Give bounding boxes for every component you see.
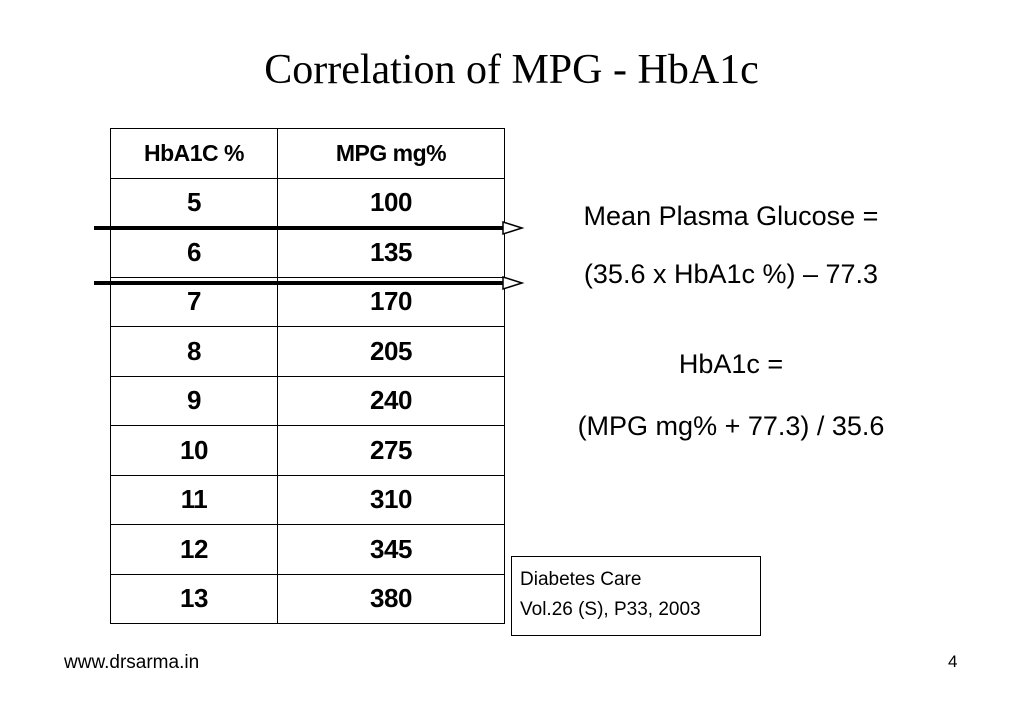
mpg-cell: 345 <box>278 525 505 575</box>
table-row <box>111 574 505 624</box>
slide-title: Correlation of MPG - HbA1c <box>264 47 759 93</box>
table-row <box>111 327 505 377</box>
table-row <box>111 426 505 476</box>
mpg-cell: 240 <box>278 376 505 426</box>
mpg-cell: 205 <box>278 327 505 377</box>
mpg-cell: 100 <box>278 178 505 228</box>
footer-url: www.drsarma.in <box>64 652 200 673</box>
mpg-formula-label: Mean Plasma Glucose = <box>583 201 879 231</box>
hba1c-cell: 6 <box>111 228 278 278</box>
column-header-hba1c: HbA1C % <box>111 129 278 179</box>
table-row <box>111 475 505 525</box>
hba1c-cell: 8 <box>111 327 278 377</box>
mpg-formula-expression: (35.6 x HbA1c %) – 77.3 <box>583 259 879 289</box>
table-row <box>111 525 505 575</box>
hba1c-cell: 7 <box>111 277 278 327</box>
hba1c-cell: 9 <box>111 376 278 426</box>
reference-journal: Diabetes Care <box>520 569 642 590</box>
page-number: 4 <box>948 652 958 671</box>
table-row <box>111 376 505 426</box>
mpg-cell: 170 <box>278 277 505 327</box>
hba1c-cell: 13 <box>111 574 278 624</box>
mpg-cell: 310 <box>278 475 505 525</box>
table-header-row <box>111 129 505 179</box>
table-row <box>111 228 505 278</box>
column-header-mpg: MPG mg% <box>278 129 505 179</box>
hba1c-mpg-table <box>110 128 505 624</box>
mpg-cell: 275 <box>278 426 505 476</box>
hba1c-cell: 5 <box>111 178 278 228</box>
table-row <box>111 277 505 327</box>
mpg-cell: 380 <box>278 574 505 624</box>
reference-box <box>511 556 761 636</box>
hba1c-cell: 12 <box>111 525 278 575</box>
table-row <box>111 178 505 228</box>
hba1c-cell: 10 <box>111 426 278 476</box>
mpg-cell: 135 <box>278 228 505 278</box>
reference-citation: Vol.26 (S), P33, 2003 <box>520 599 701 620</box>
hba1c-formula-expression: (MPG mg% + 77.3) / 35.6 <box>577 411 885 441</box>
hba1c-cell: 11 <box>111 475 278 525</box>
hba1c-formula-label: HbA1c = <box>678 349 784 379</box>
